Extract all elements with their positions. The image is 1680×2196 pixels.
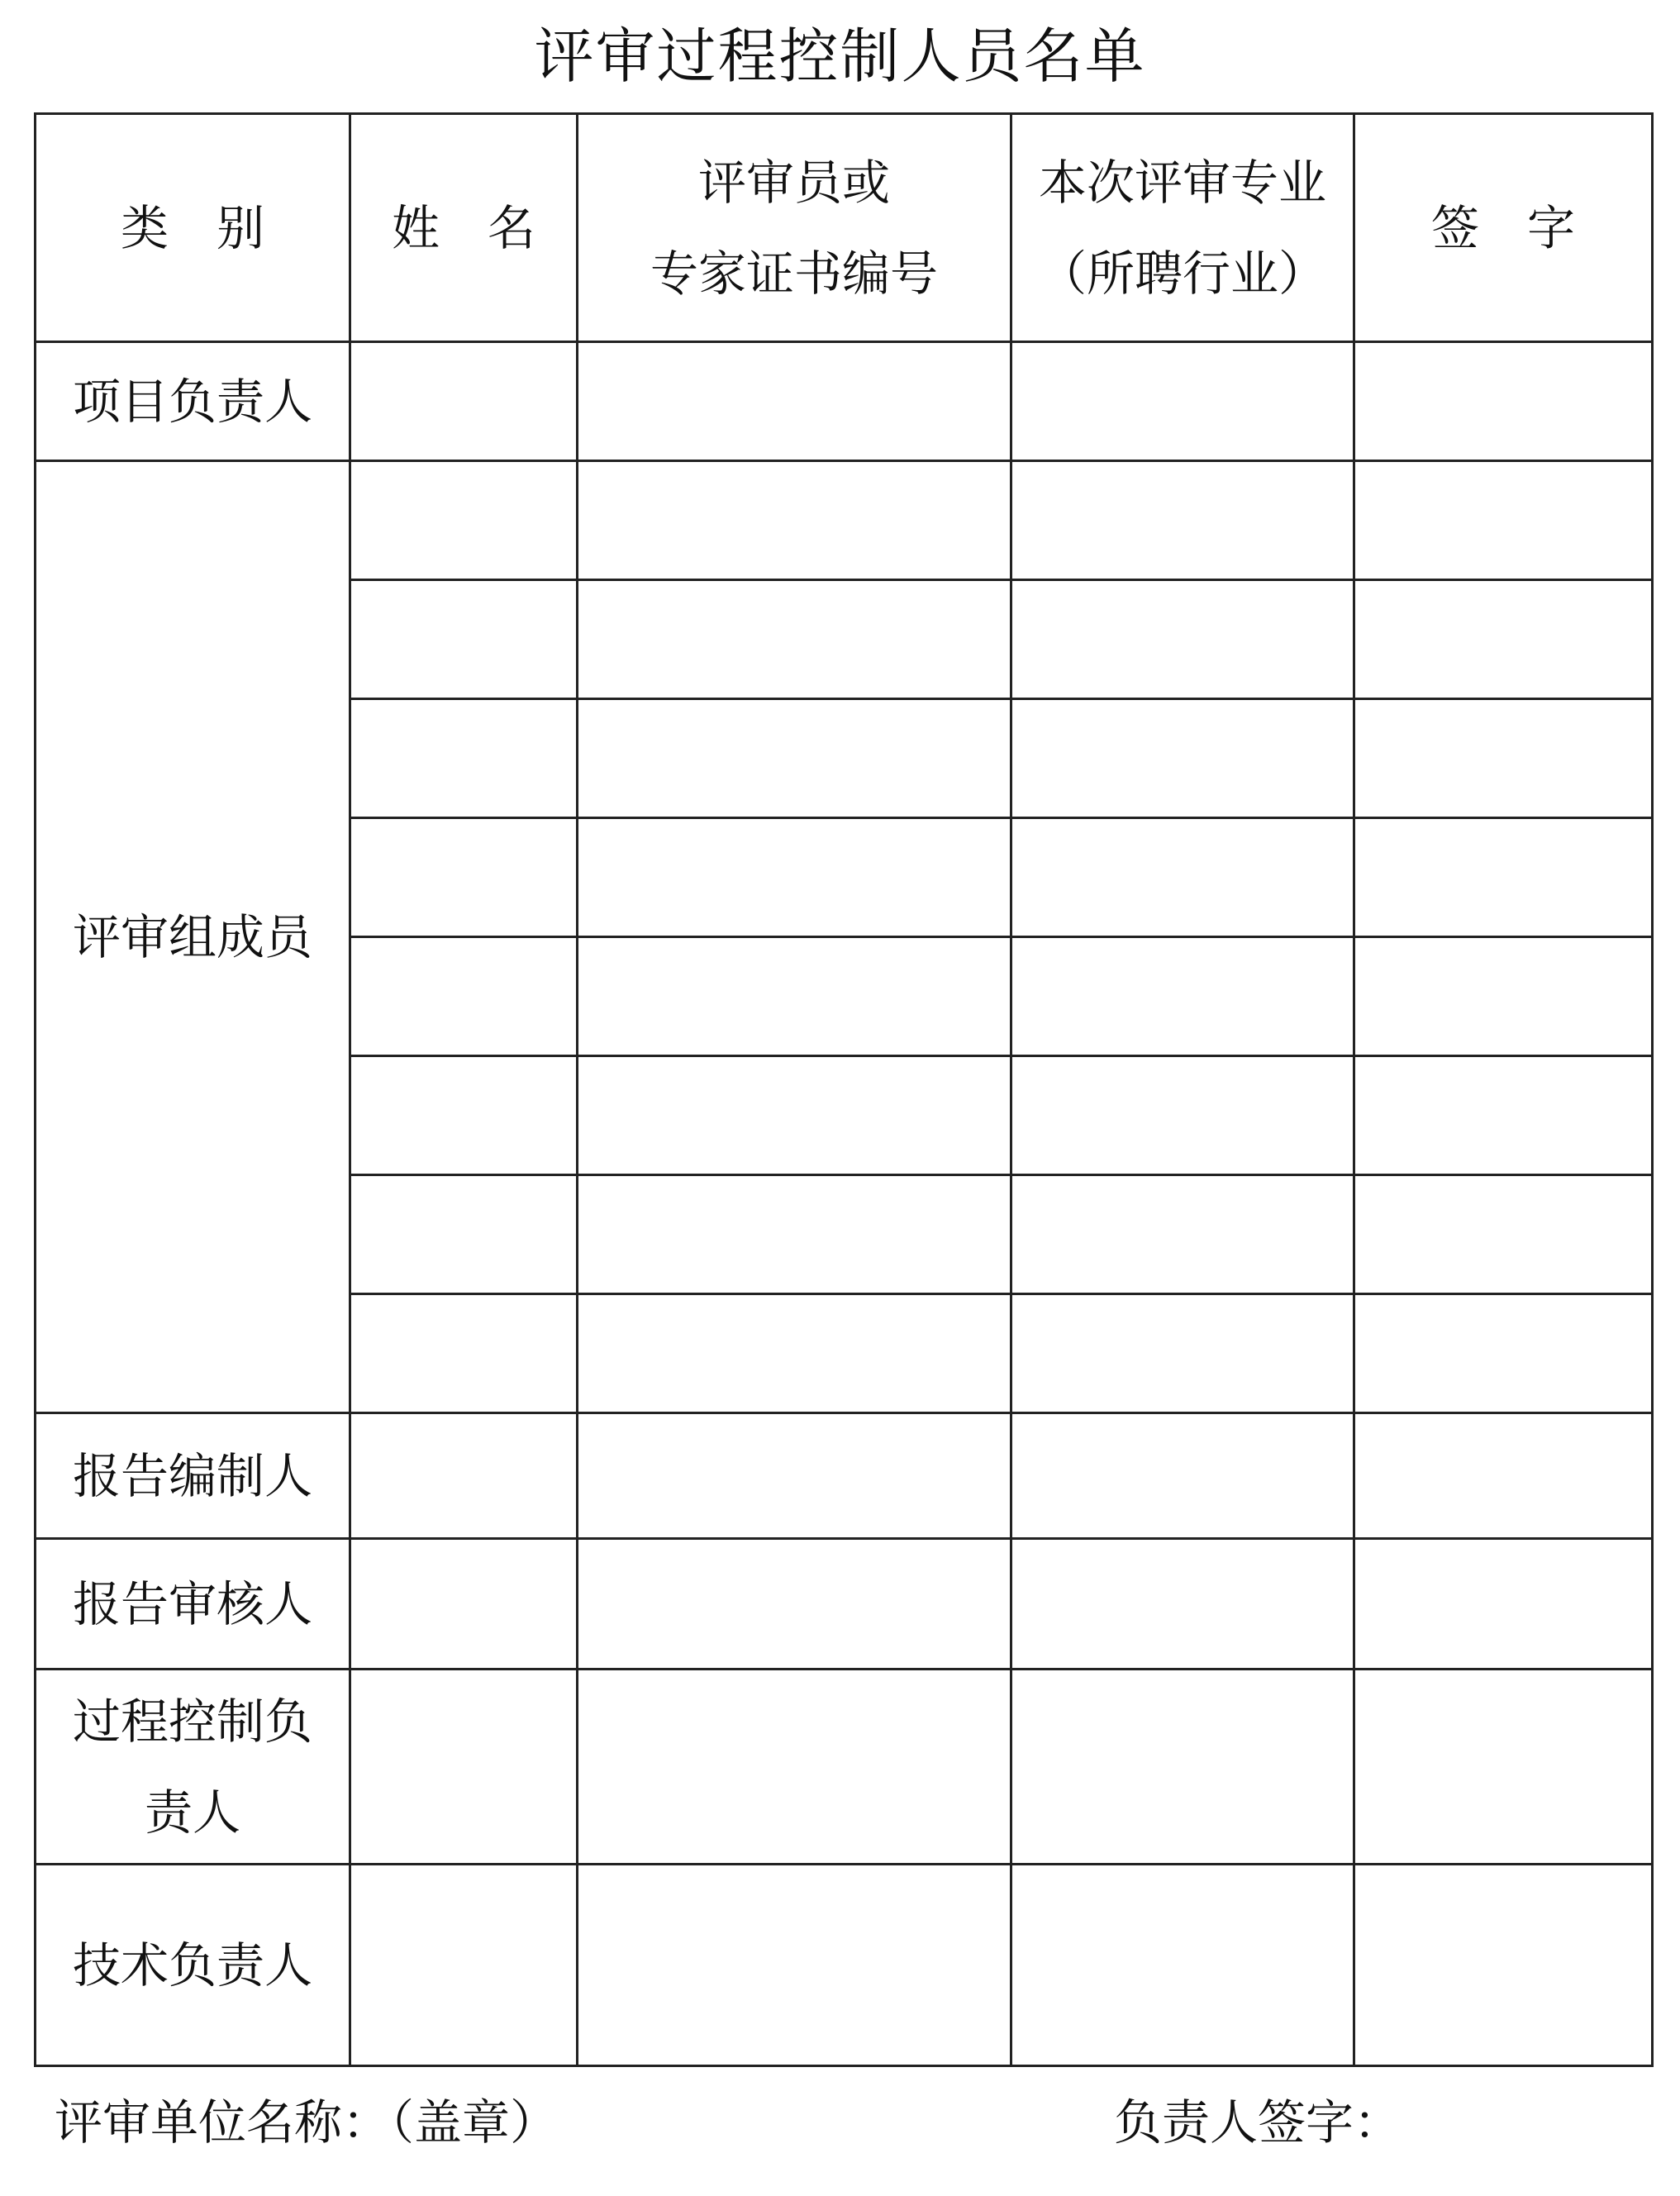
header-specialty-line2: （所聘行业） [1038,245,1326,302]
specialty-cell[interactable] [1011,1056,1354,1175]
signature-cell[interactable] [1354,1865,1653,2066]
specialty-cell[interactable] [1011,1175,1354,1294]
certificate-cell[interactable] [578,1865,1011,2066]
header-specialty [1011,114,1354,342]
name-cell[interactable] [350,1294,578,1413]
name-cell[interactable] [350,699,578,818]
signature-cell[interactable] [1354,1670,1653,1865]
table-row [36,461,1653,580]
signature-cell[interactable] [1354,1413,1653,1539]
specialty-cell[interactable] [1011,937,1354,1056]
table-row [36,1539,1653,1670]
specialty-cell[interactable] [1011,699,1354,818]
header-name [350,114,578,342]
signature-cell[interactable] [1354,580,1653,699]
category-review-team [36,461,350,1413]
name-cell[interactable] [350,461,578,580]
signature-cell[interactable] [1354,818,1653,937]
specialty-cell[interactable] [1011,342,1354,461]
certificate-cell[interactable] [578,818,1011,937]
category-label: 过程控制负 责人 [72,1693,312,1841]
category-report-reviewer [36,1539,350,1670]
specialty-cell[interactable] [1011,1539,1354,1670]
certificate-cell[interactable] [578,342,1011,461]
header-category-label: 类 别 [120,199,264,256]
certificate-cell[interactable] [578,1413,1011,1539]
header-row [36,114,1653,342]
header-name-label: 姓 名 [391,199,535,256]
name-cell[interactable] [350,342,578,461]
name-cell[interactable] [350,1175,578,1294]
specialty-cell[interactable] [1011,461,1354,580]
certificate-cell[interactable] [578,1056,1011,1175]
name-cell[interactable] [350,1413,578,1539]
signature-cell[interactable] [1354,342,1653,461]
name-cell[interactable] [350,1056,578,1175]
certificate-cell[interactable] [578,699,1011,818]
header-certificate-line2: 专家证书编号 [650,245,938,302]
header-category [36,114,350,342]
signature-cell[interactable] [1354,1056,1653,1175]
category-label: 报告编制人 [72,1447,312,1504]
certificate-cell[interactable] [578,1539,1011,1670]
name-cell[interactable] [350,937,578,1056]
specialty-cell[interactable] [1011,1670,1354,1865]
category-process-control-lead [36,1670,350,1865]
signature-cell[interactable] [1354,699,1653,818]
signature-cell[interactable] [1354,1294,1653,1413]
header-certificate [578,114,1011,342]
certificate-cell[interactable] [578,937,1011,1056]
category-report-author [36,1413,350,1539]
header-signature-label: 签 字 [1430,199,1575,256]
review-unit-name-label: 评审单位名称：（盖章） [55,2094,559,2151]
page-title: 评审过程控制人员名单 [534,21,1146,91]
signature-cell[interactable] [1354,937,1653,1056]
category-label: 评审组成员 [72,908,312,965]
header-certificate-line1: 评审员或 [697,154,890,211]
signature-cell[interactable] [1354,1175,1653,1294]
header-specialty-line1: 本次评审专业 [1038,154,1326,211]
specialty-cell[interactable] [1011,1294,1354,1413]
table-row [36,342,1653,461]
table-row [36,1670,1653,1865]
certificate-cell[interactable] [578,1175,1011,1294]
name-cell[interactable] [350,1670,578,1865]
certificate-cell[interactable] [578,461,1011,580]
certificate-cell[interactable] [578,580,1011,699]
category-technical-lead [36,1865,350,2066]
name-cell[interactable] [350,1865,578,2066]
category-label: 技术负责人 [72,1936,312,1994]
name-cell[interactable] [350,818,578,937]
signature-cell[interactable] [1354,1539,1653,1670]
name-cell[interactable] [350,1539,578,1670]
category-label: 项目负责人 [72,373,312,430]
certificate-cell[interactable] [578,1670,1011,1865]
category-project-lead [36,342,350,461]
table-row [36,1865,1653,2066]
specialty-cell[interactable] [1011,1413,1354,1539]
personnel-table [34,112,1654,2067]
certificate-cell[interactable] [578,1294,1011,1413]
specialty-cell[interactable] [1011,1865,1354,2066]
header-signature [1354,114,1653,342]
signature-cell[interactable] [1354,461,1653,580]
specialty-cell[interactable] [1011,818,1354,937]
category-label: 报告审核人 [72,1575,312,1632]
responsible-signature-label: 负责人签字： [1114,2094,1402,2151]
table-row [36,1413,1653,1539]
specialty-cell[interactable] [1011,580,1354,699]
name-cell[interactable] [350,580,578,699]
